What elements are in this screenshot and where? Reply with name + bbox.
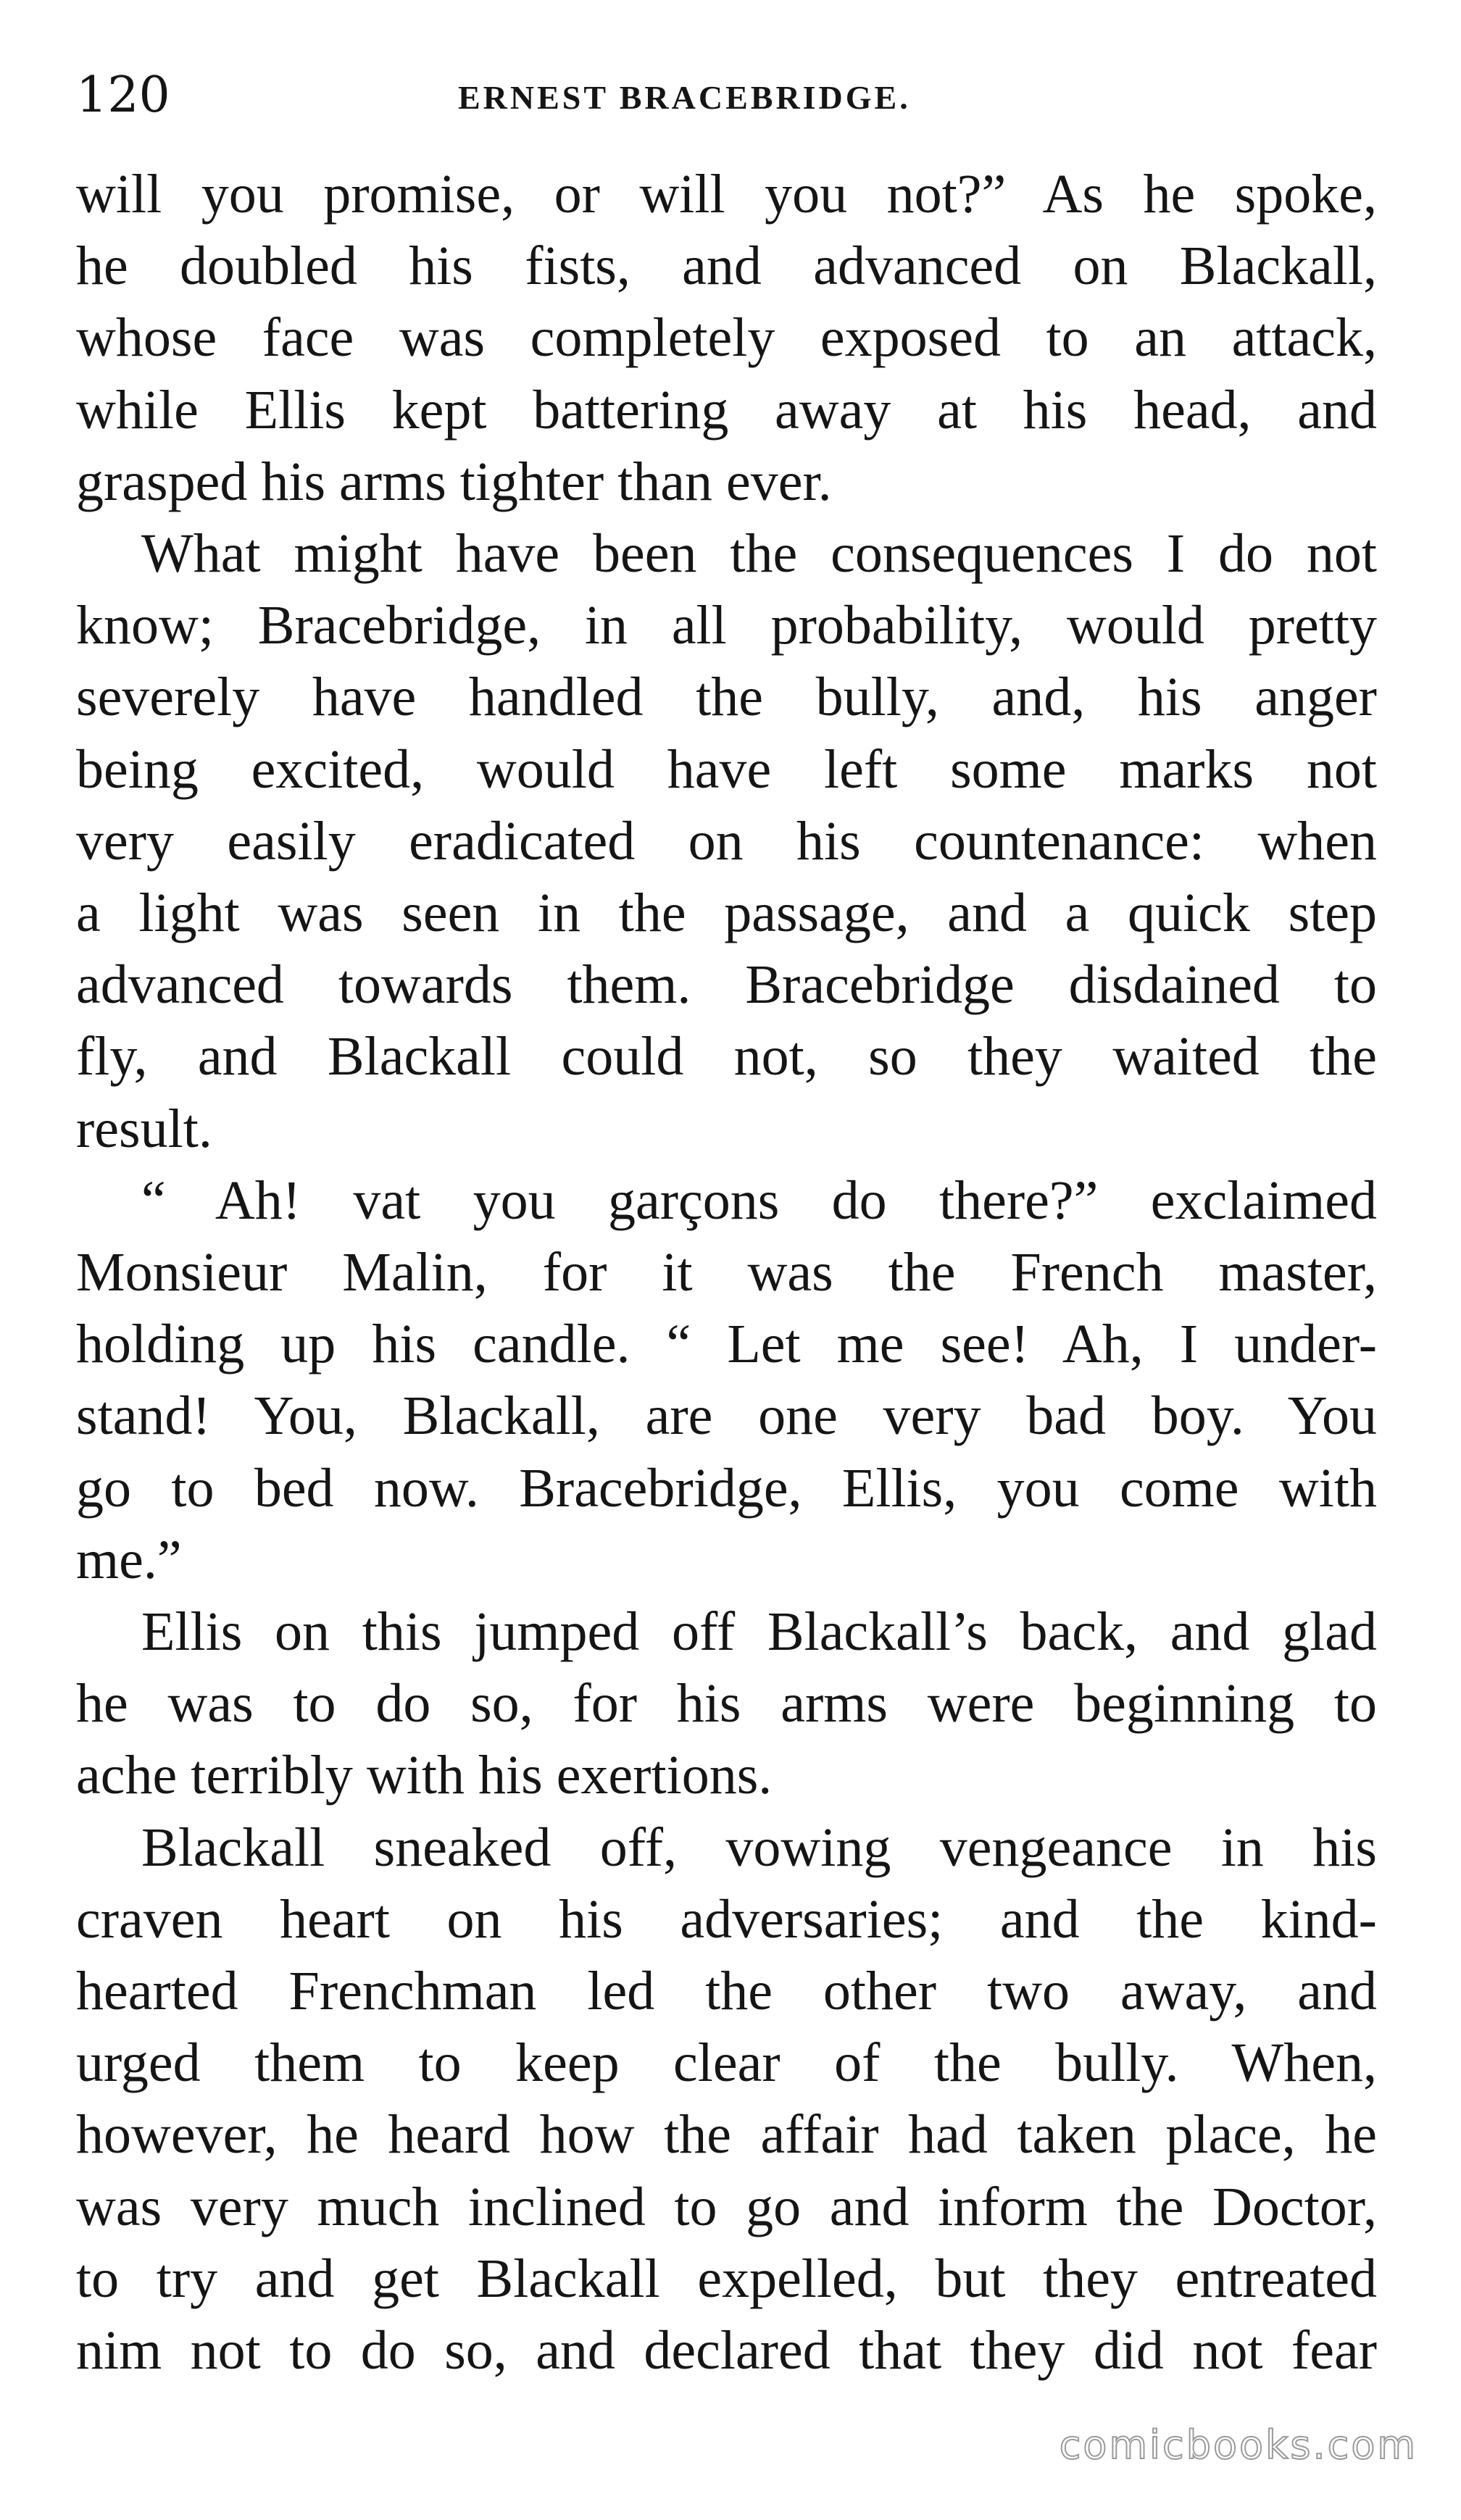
running-title: ERNEST BRACEBRIDGE. <box>458 79 911 116</box>
text-line: being excited, would have left some marks not <box>76 738 1377 800</box>
text-line: whose face was completely exposed to an attack, <box>76 307 1377 369</box>
text-line: to try and get Blackall expelled, but they entreated <box>76 2248 1377 2309</box>
text-line: me.” <box>76 1529 182 1590</box>
text-line: fly, and Blackall could not, so they waited the <box>76 1026 1377 1088</box>
text-line: craven heart on his adversaries; and the kind- <box>76 1888 1377 1950</box>
text-line: urged them to keep clear of the bully. When, <box>76 2032 1377 2094</box>
text-line: Blackall sneaked off, vowing vengeance in his <box>141 1816 1377 1878</box>
text-line: know; Bracebridge, in all probability, would pretty <box>76 595 1377 656</box>
text-line: very easily eradicated on his countenance: when <box>76 810 1377 872</box>
text-line: go to bed now. Bracebridge, Ellis, you come with <box>76 1457 1377 1519</box>
text-line: a light was seen in the passage, and a quick step <box>76 883 1377 943</box>
page-number: 120 <box>76 67 170 124</box>
text-line: holding up his candle. “ Let me see! Ah, I under- <box>76 1314 1377 1375</box>
text-line: he doubled his fists, and advanced on Blackall, <box>76 235 1377 297</box>
watermark: comicbooks.com <box>1059 2422 1418 2468</box>
text-line: advanced towards them. Bracebridge disdained to <box>76 954 1377 1016</box>
text-line: What might have been the consequences I do not <box>141 523 1377 584</box>
text-line: stand! You, Blackall, are one very bad boy. You <box>76 1385 1377 1447</box>
page-header <box>76 67 1381 125</box>
text-line: grasped his arms tighter than ever. <box>76 451 832 512</box>
text-line: however, he heard how the affair had taken place, he <box>76 2104 1377 2166</box>
text-line: Monsieur Malin, for it was the French master, <box>76 1242 1377 1303</box>
text-line: hearted Frenchman led the other two away, and <box>76 1961 1377 2022</box>
text-line: ache terribly with his exertions. <box>76 1745 773 1806</box>
text-line: was very much inclined to go and inform the Doctor, <box>76 2176 1377 2237</box>
text-line: nim not to do so, and declared that they did not fear <box>76 2320 1377 2381</box>
text-line: result. <box>76 1098 212 1159</box>
text-line: while Ellis kept battering away at his head, and <box>76 379 1377 441</box>
text-line: severely have handled the bully, and, his anger <box>76 667 1377 728</box>
text-line: he was to do so, for his arms were beginning to <box>76 1673 1377 1735</box>
text-line: “ Ah! vat you garçons do there?” exclaimed <box>141 1169 1377 1231</box>
text-line: will you promise, or will you not?” As he spoke, <box>76 164 1377 225</box>
text-line: Ellis on this jumped off Blackall’s back, and glad <box>141 1601 1377 1662</box>
